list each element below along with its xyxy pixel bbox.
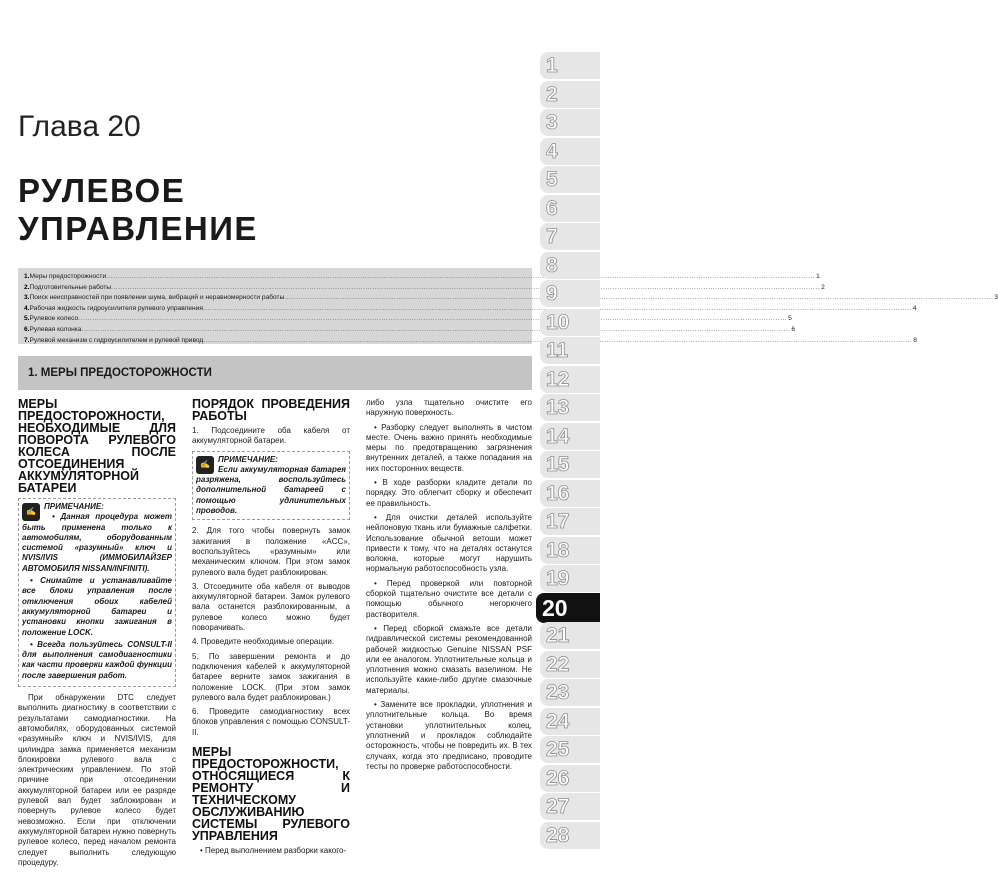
chapter-tab-19[interactable]: 19 [540, 565, 600, 592]
chapter-tab-28[interactable]: 28 [540, 822, 600, 849]
chapter-tab-18[interactable]: 18 [540, 537, 600, 564]
chapter-tab-8[interactable]: 8 [540, 252, 600, 279]
body-paragraph: • В ходе разборки кладите детали по порядку. Это облегчит сборку и обеспечит ее правильность. [366, 478, 532, 508]
chapter-title-line1: РУЛЕВОЕ [18, 172, 186, 209]
column-middle [192, 398, 350, 860]
chapter-tab-23[interactable]: 23 [540, 679, 600, 706]
body-paragraph: При обнаружении DTC следует выполнить диагностику в соответствии с результатами самодиагностики. На автомобилях, оборудованных системой «разумный» ключ и NVIS/IVIS, для цилиндра замка применяется механизм блокировки рулевого вала с электрическим управлением. По этой причине при отсоединении аккумуляторной батареи или ее разряде рулевой вал будет заблокирован и повернуть рулевое колесо будет невозможно. Если при отключении аккумуляторной батареи нужно повернуть рулевое колесо, перед началом ремонта следует выполнить следующую процедуру. [18, 693, 176, 867]
toc-row[interactable] [24, 336, 917, 347]
chapter-title [18, 172, 258, 248]
toc-row[interactable] [24, 293, 998, 304]
column-left [18, 398, 176, 872]
toc-row[interactable] [24, 272, 820, 283]
toc-row[interactable] [24, 325, 796, 336]
procedure-step: 2. Для того чтобы повернуть замок зажигания в положение «ACC», воспользуйтесь «разумным» или механическим ключом. При этом замок рулевого вала будет разблокирован. [192, 526, 350, 577]
chapter-tab-12[interactable]: 12 [540, 366, 600, 393]
chapter-tabs [536, 0, 600, 849]
note-heading: ПРИМЕЧАНИЕ: [218, 454, 278, 464]
body-paragraph: • Перед сборкой смажьте все детали гидравлической системы рекомендованной рабочей жидкостью Genuine NISSAN PSF или ее аналогом. Уплотнительные кольца и уплотнения можно смазать вазелином. Не используйте какие-либо другие смазочные материалы. [366, 623, 532, 695]
toc-number: 5. [24, 315, 30, 323]
toc-title: Поиск неисправностей при появлении шума, вибраций и неравномерности работы [29, 294, 285, 302]
procedure-step: 3. Отсоедините оба кабеля от выводов аккумуляторной батареи. Замок рулевого вала останется разблокированным, а рулевое колесо можно будет поворачивать. [192, 581, 350, 633]
toc-title: Рулевая колонка [29, 325, 82, 333]
note-icon: ✍ [196, 456, 214, 474]
toc-row[interactable] [24, 283, 825, 294]
chapter-tab-11[interactable]: 11 [540, 337, 600, 364]
body-paragraph: • Перед проверкой или повторной сборкой тщательно очистите все детали с помощью обычного негорючего растворителя. [366, 578, 532, 619]
column-right [366, 398, 532, 776]
procedure-step: 5. По завершении ремонта и до подключения кабелей к аккумуляторной батарее верните замок зажигания в положение LOCK. (При этом замок рулевого вала будет разблокирован.) [192, 651, 350, 702]
chapter-tab-1[interactable]: 1 [540, 52, 600, 79]
chapter-tab-27[interactable]: 27 [540, 793, 600, 820]
chapter-tab-22[interactable]: 22 [540, 651, 600, 678]
chapter-tab-24[interactable]: 24 [540, 708, 600, 735]
chapter-tab-9[interactable]: 9 [540, 280, 600, 307]
note-text: Если аккумуляторная батарея разряжена, воспользуйтесь дополнительной батареей с помощью удлинительных проводов. [196, 464, 346, 516]
note-heading: ПРИМЕЧАНИЕ: [44, 502, 104, 511]
section-header: 1. МЕРЫ ПРЕДОСТОРОЖНОСТИ [18, 356, 532, 390]
toc-leader [78, 314, 787, 325]
chapter-tab-2[interactable]: 2 [540, 81, 600, 108]
toc-page: 4 [912, 304, 917, 312]
toc-leader [111, 283, 820, 294]
chapter-title-line2: УПРАВЛЕНИЕ [18, 210, 258, 247]
body-paragraph: • Перед выполнением разборки какого- [200, 846, 347, 856]
toc-title: Рулевой механизм с гидроусилителем и рулевой привод [29, 336, 204, 344]
body-paragraph: • Замените все прокладки, уплотнения и уплотнительные кольца. Во время установки уплотнительных колец, уплотнений и прокладок соблюдайте осторожность, чтобы не повредить их. В тех случаях, когда это предписано, проводите тесты по проверке работоспособности. [366, 700, 532, 771]
toc-page: 1 [816, 273, 820, 280]
procedure-step: 6. Проведите самодиагностику всех блоков управления с помощью CONSULT-II. [192, 707, 350, 737]
procedure-step: 1. Подсоедините оба кабеля от аккумуляторной батареи. [192, 426, 350, 446]
chapter-tab-10[interactable]: 10 [540, 309, 600, 336]
note-box [18, 498, 176, 687]
section-subheading: МЕРЫ ПРЕДОСТОРОЖНОСТИ, НЕОБХОДИМЫЕ ДЛЯ ПОВОРОТА РУЛЕВОГО КОЛЕСА ПОСЛЕ ОТСОЕДИНЕНИЯ АККУМУЛЯТОРНОЙ БАТАРЕИ [18, 397, 176, 495]
chapter-tab-6[interactable]: 6 [540, 195, 600, 222]
chapter-tab-20[interactable]: 20 [536, 593, 600, 623]
chapter-tab-17[interactable]: 17 [540, 508, 600, 535]
toc-row[interactable] [24, 304, 917, 315]
toc-number: 1. [24, 273, 30, 280]
chapter-tab-4[interactable]: 4 [540, 138, 600, 165]
chapter-tab-21[interactable]: 21 [540, 622, 600, 649]
toc-title: Меры предосторожности [29, 273, 107, 280]
toc-leader [284, 293, 993, 304]
chapter-tab-26[interactable]: 26 [540, 765, 600, 792]
chapter-tab-14[interactable]: 14 [540, 423, 600, 450]
toc-page: 2 [821, 283, 825, 291]
toc-leader [81, 325, 790, 336]
section-subheading: МЕРЫ ПРЕДОСТОРОЖНОСТИ, ОТНОСЯЩИЕСЯ К РЕМОНТУ И ТЕХНИЧЕСКОМУ ОБСЛУЖИВАНИЮ СИСТЕМЫ РУЛЕВОГО УПРАВЛЕНИЯ [192, 745, 350, 844]
chapter-tab-5[interactable]: 5 [540, 166, 600, 193]
body-paragraph: • Разборку следует выполнять в чистом месте. Очень важно принять необходимые меры по предотвращению загрязнения внутренних деталей, а также попадания на них посторонних веществ. [366, 422, 532, 473]
toc-page: 8 [913, 336, 917, 344]
note-item: • Данная процедура может быть применена только к автомобилям, оборудованным системой «разумный» ключ и NVIS/IVIS (ИММОБИЛАЙЗЕР АВТОМОБИЛЯ NISSAN/INFINITI). [22, 512, 172, 573]
chapter-tab-13[interactable]: 13 [540, 394, 600, 421]
note-box [192, 451, 350, 521]
chapter-tab-15[interactable]: 15 [540, 451, 600, 478]
chapter-tab-7[interactable]: 7 [540, 223, 600, 250]
chapter-tab-25[interactable]: 25 [540, 736, 600, 763]
note-icon: ✍ [22, 503, 40, 521]
toc-number: 7. [24, 336, 30, 344]
toc-leader [106, 272, 815, 283]
toc-title: Подготовительные работы [29, 283, 112, 291]
body-paragraph: либо узла тщательно очистите его наружную поверхность. [366, 398, 532, 418]
body-paragraph: • Для очистки деталей используйте нейлоновую ткань или бумажные салфетки. Использование обычной ветоши может привести к тому, что на деталях останутся волокна, которые могут нарушить нормальную работоспособность узла. [366, 512, 532, 574]
procedure-step: 4. Проведите необходимые операции. [192, 637, 335, 647]
toc-number: 2. [24, 283, 30, 291]
chapter-tab-3[interactable]: 3 [540, 109, 600, 136]
note-item: • Снимайте и устанавливайте все блоки управления после отключения обоих кабелей аккумуляторной батареи и установки кнопки зажигания в положение LOCK. [22, 576, 172, 637]
note-item: • Всегда пользуйтесь CONSULT-II для выполнения самодиагностики как части проверки каждой функции после завершения работ. [22, 639, 172, 680]
toc-number: 6. [24, 325, 30, 333]
toc-title: Рабочая жидкость гидроусилителя рулевого управления [29, 304, 203, 312]
toc-number: 3. [24, 294, 30, 302]
chapter-tab-16[interactable]: 16 [540, 480, 600, 507]
toc-row[interactable] [24, 314, 792, 325]
toc-page: 5 [788, 315, 792, 323]
toc-number: 4. [24, 304, 30, 312]
toc-page: 6 [791, 325, 796, 333]
toc-title: Рулевое колесо [29, 315, 79, 323]
section-subheading: ПОРЯДОК ПРОВЕДЕНИЯ РАБОТЫ [192, 397, 350, 423]
chapter-label: Глава 20 [18, 110, 141, 143]
toc-page: 3 [994, 294, 998, 302]
